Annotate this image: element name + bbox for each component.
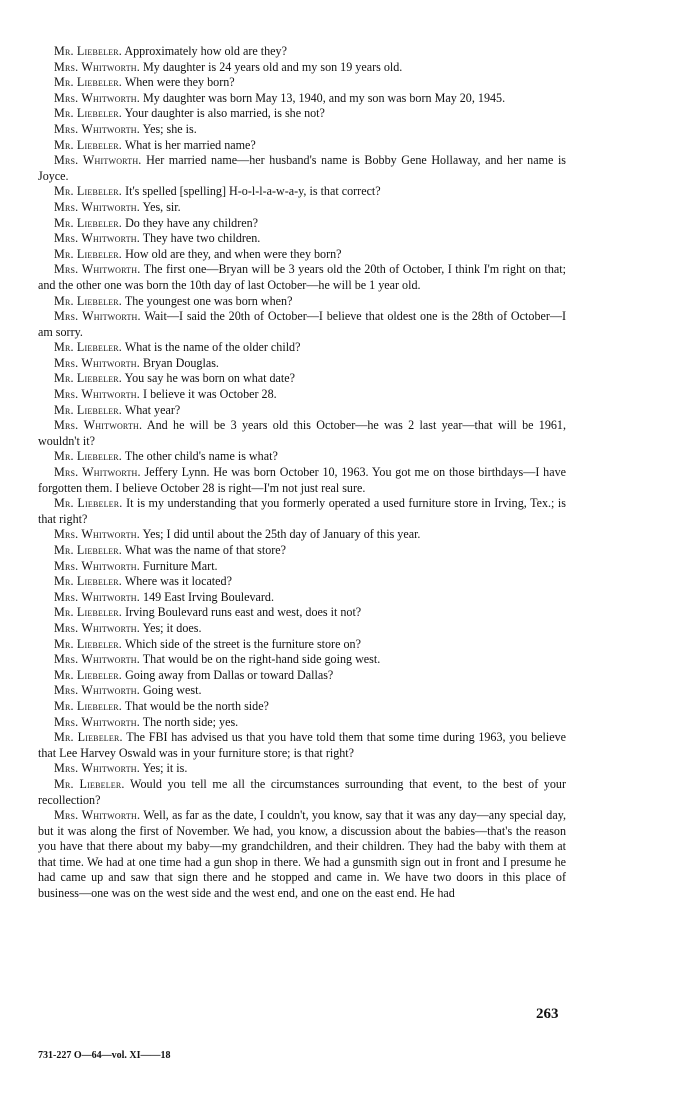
transcript-line xyxy=(38,590,566,606)
spoken-text: Your daughter is also married, is she not? xyxy=(124,106,325,121)
spoken-text: Would you tell me all the circumstances surrounding that event, to the best of your recollection? xyxy=(38,776,567,807)
spoken-text: The north side; yes. xyxy=(142,714,239,729)
speaker-label: Mrs. Whitworth. xyxy=(54,808,141,823)
spoken-text: Which side of the street is the furniture store on? xyxy=(124,636,361,651)
transcript-line xyxy=(38,699,566,715)
transcript-line xyxy=(38,184,566,200)
speaker-label: Mrs. Whitworth. xyxy=(54,652,140,667)
spoken-text: Yes; it is. xyxy=(142,761,188,776)
transcript-line xyxy=(38,668,566,684)
spoken-text: I believe it was October 28. xyxy=(143,387,277,402)
speaker-label: Mr. Liebeler. xyxy=(54,184,123,199)
transcript-line xyxy=(38,761,566,777)
speaker-label: Mrs. Whitworth. xyxy=(54,309,141,324)
speaker-label: Mr. Liebeler. xyxy=(54,137,123,152)
transcript-line xyxy=(38,559,566,575)
spoken-text: 149 East Irving Boulevard. xyxy=(143,589,275,604)
transcript-line xyxy=(38,808,566,902)
spoken-text: What was the name of that store? xyxy=(124,543,287,557)
speaker-label: Mr. Liebeler. xyxy=(54,371,123,386)
spoken-text: My daughter is 24 years old and my son 19 years old. xyxy=(143,59,403,74)
transcript-line xyxy=(38,106,566,122)
speaker-label: Mr. Liebeler. xyxy=(54,293,123,308)
transcript-line xyxy=(38,138,566,154)
transcript-line xyxy=(38,777,566,808)
speaker-label: Mrs. Whitworth. xyxy=(54,387,140,402)
speaker-label: Mrs. Whitworth. xyxy=(54,231,140,246)
spoken-text: That would be on the right-hand side going west. xyxy=(142,652,381,667)
speaker-label: Mr. Liebeler. xyxy=(54,402,123,417)
transcript-line xyxy=(38,527,566,543)
speaker-label: Mr. Liebeler. xyxy=(54,340,123,355)
speaker-label: Mr. Liebeler. xyxy=(54,215,123,230)
transcript-line xyxy=(38,543,566,559)
transcript-line xyxy=(38,60,566,76)
transcript-line xyxy=(38,44,566,60)
spoken-text: What is the name of the older child? xyxy=(124,340,301,355)
spoken-text: The FBI has advised us that you have told them that some time during 1963, you believe that Lee Harvey Oswald was in your furniture store; is that right? xyxy=(38,730,567,760)
transcript-line xyxy=(38,403,566,419)
spoken-text: How old are they, and when were they born? xyxy=(125,246,342,261)
speaker-label: Mr. Liebeler. xyxy=(54,636,123,651)
spoken-text: My daughter was born May 13, 1940, and my son was born May 20, 1945. xyxy=(143,90,506,105)
transcript-line xyxy=(38,262,566,293)
speaker-label: Mr. Liebeler. xyxy=(54,106,123,121)
spoken-text: Bryan Douglas. xyxy=(143,355,219,370)
spoken-text: Jeffery Lynn. He was born October 10, 1963. You got me on those birthdays—I have forgotten them. I believe October 28 is right—I'm not just real sure. xyxy=(38,465,566,495)
speaker-label: Mrs. Whitworth. xyxy=(54,620,140,635)
spoken-text: When were they born? xyxy=(124,75,235,90)
speaker-label: Mrs. Whitworth. xyxy=(54,589,140,604)
page-number: 263 xyxy=(536,1006,559,1022)
transcript-line xyxy=(38,91,566,107)
spoken-text: That would be the north side? xyxy=(124,698,269,713)
transcript-line xyxy=(38,371,566,387)
spoken-text: Going away from Dallas or toward Dallas? xyxy=(125,667,334,682)
spoken-text: They have two children. xyxy=(142,231,261,246)
spoken-text: Wait—I said the 20th of October—I believe that oldest one is the 28th of October—I am sorry. xyxy=(38,309,567,339)
transcript-line xyxy=(38,340,566,356)
spoken-text: Her married name—her husband's name is Bobby Gene Hollaway, and her name is Joyce. xyxy=(38,153,567,183)
speaker-label: Mr. Liebeler. xyxy=(54,496,123,511)
speaker-label: Mr. Liebeler. xyxy=(54,776,125,791)
spoken-text: What year? xyxy=(124,402,181,417)
spoken-text: Where was it located? xyxy=(124,574,232,589)
speaker-label: Mrs. Whitworth. xyxy=(54,418,143,433)
speaker-label: Mrs. Whitworth. xyxy=(54,262,141,277)
speaker-label: Mr. Liebeler. xyxy=(54,574,123,589)
transcript-line xyxy=(38,356,566,372)
speaker-label: Mr. Liebeler. xyxy=(54,246,123,261)
spoken-text: And he will be 3 years old this October—he was 2 last year—that will be 1961, wouldn't it? xyxy=(38,418,566,448)
speaker-label: Mr. Liebeler. xyxy=(54,44,123,58)
speaker-label: Mrs. Whitworth. xyxy=(54,558,140,573)
transcript-line xyxy=(38,294,566,310)
transcript-line xyxy=(38,637,566,653)
transcript-line xyxy=(38,605,566,621)
speaker-label: Mr. Liebeler. xyxy=(54,605,123,620)
speaker-label: Mrs. Whitworth. xyxy=(54,121,140,136)
transcript-line xyxy=(38,683,566,699)
transcript-line xyxy=(38,122,566,138)
footer-code: 731-227 O—64—vol. XI——18 xyxy=(38,1050,171,1061)
transcript-line xyxy=(38,418,566,449)
transcript-line xyxy=(38,200,566,216)
spoken-text: What is her married name? xyxy=(124,137,256,152)
speaker-label: Mrs. Whitworth. xyxy=(54,355,140,370)
spoken-text: It is my understanding that you formerly operated a used furniture store in Irving, Tex.; is that right? xyxy=(38,496,567,526)
spoken-text: Furniture Mart. xyxy=(143,558,218,573)
speaker-label: Mrs. Whitworth. xyxy=(54,761,140,776)
speaker-label: Mr. Liebeler. xyxy=(54,449,123,464)
spoken-text: The other child's name is what? xyxy=(124,449,278,464)
spoken-text: Do they have any children? xyxy=(125,215,259,230)
transcript-line xyxy=(38,496,566,527)
speaker-label: Mrs. Whitworth. xyxy=(54,90,140,105)
speaker-label: Mrs. Whitworth. xyxy=(54,527,140,542)
spoken-text: Yes; she is. xyxy=(142,121,197,136)
spoken-text: You say he was born on what date? xyxy=(124,371,296,386)
transcript-line xyxy=(38,387,566,403)
transcript-line xyxy=(38,449,566,465)
speaker-label: Mrs. Whitworth. xyxy=(54,714,140,729)
transcript-line xyxy=(38,715,566,731)
transcript-line xyxy=(38,247,566,263)
speaker-label: Mrs. Whitworth. xyxy=(54,59,140,74)
transcript-line xyxy=(38,75,566,91)
spoken-text: Yes; it does. xyxy=(142,620,202,635)
speaker-label: Mr. Liebeler. xyxy=(54,730,123,745)
transcript-line xyxy=(38,730,566,761)
speaker-label: Mr. Liebeler. xyxy=(54,667,123,682)
transcript-line xyxy=(38,465,566,496)
transcript-body xyxy=(38,44,566,902)
speaker-label: Mrs. Whitworth. xyxy=(54,199,140,214)
transcript-line xyxy=(38,621,566,637)
spoken-text: Yes; I did until about the 25th day of January of this year. xyxy=(142,527,421,542)
spoken-text: Irving Boulevard runs east and west, does it not? xyxy=(125,605,362,620)
spoken-text: The first one—Bryan will be 3 years old the 20th of October, I think I'm right on that; and the other one was born the 10th day of last October—he will be 1 year old. xyxy=(38,262,567,292)
speaker-label: Mrs. Whitworth. xyxy=(54,465,141,480)
spoken-text: Going west. xyxy=(143,683,202,698)
spoken-text: The youngest one was born when? xyxy=(124,293,293,308)
speaker-label: Mr. Liebeler. xyxy=(54,543,123,557)
transcript-line xyxy=(38,652,566,668)
speaker-label: Mr. Liebeler. xyxy=(54,75,123,90)
spoken-text: Approximately how old are they? xyxy=(124,44,287,58)
transcript-line xyxy=(38,216,566,232)
speaker-label: Mrs. Whitworth. xyxy=(54,683,140,698)
transcript-line xyxy=(38,231,566,247)
transcript-line xyxy=(38,309,566,340)
spoken-text: Well, as far as the date, I couldn't, you know, say that it was any day—any special day, but it was along the first of November. We had, you know, a discussion about the babies—that's the reason you have that there about my baby—my grandchildren, and their children. They had the baby with them at that time. We had at one time had a gun shop in there. We had a gunsmith sign out in front and I presume he had came up and saw that sign there and he stopped and came in. We have two doors in this place of business—one was on the west side and the west end, and one on the east end. He had xyxy=(38,808,566,901)
speaker-label: Mrs. Whitworth. xyxy=(54,153,142,168)
spoken-text: It's spelled [spelling] H-o-l-l-a-w-a-y, is that correct? xyxy=(125,184,381,199)
speaker-label: Mr. Liebeler. xyxy=(54,698,123,713)
transcript-line xyxy=(38,574,566,590)
spoken-text: Yes, sir. xyxy=(142,199,181,214)
transcript-line xyxy=(38,153,566,184)
